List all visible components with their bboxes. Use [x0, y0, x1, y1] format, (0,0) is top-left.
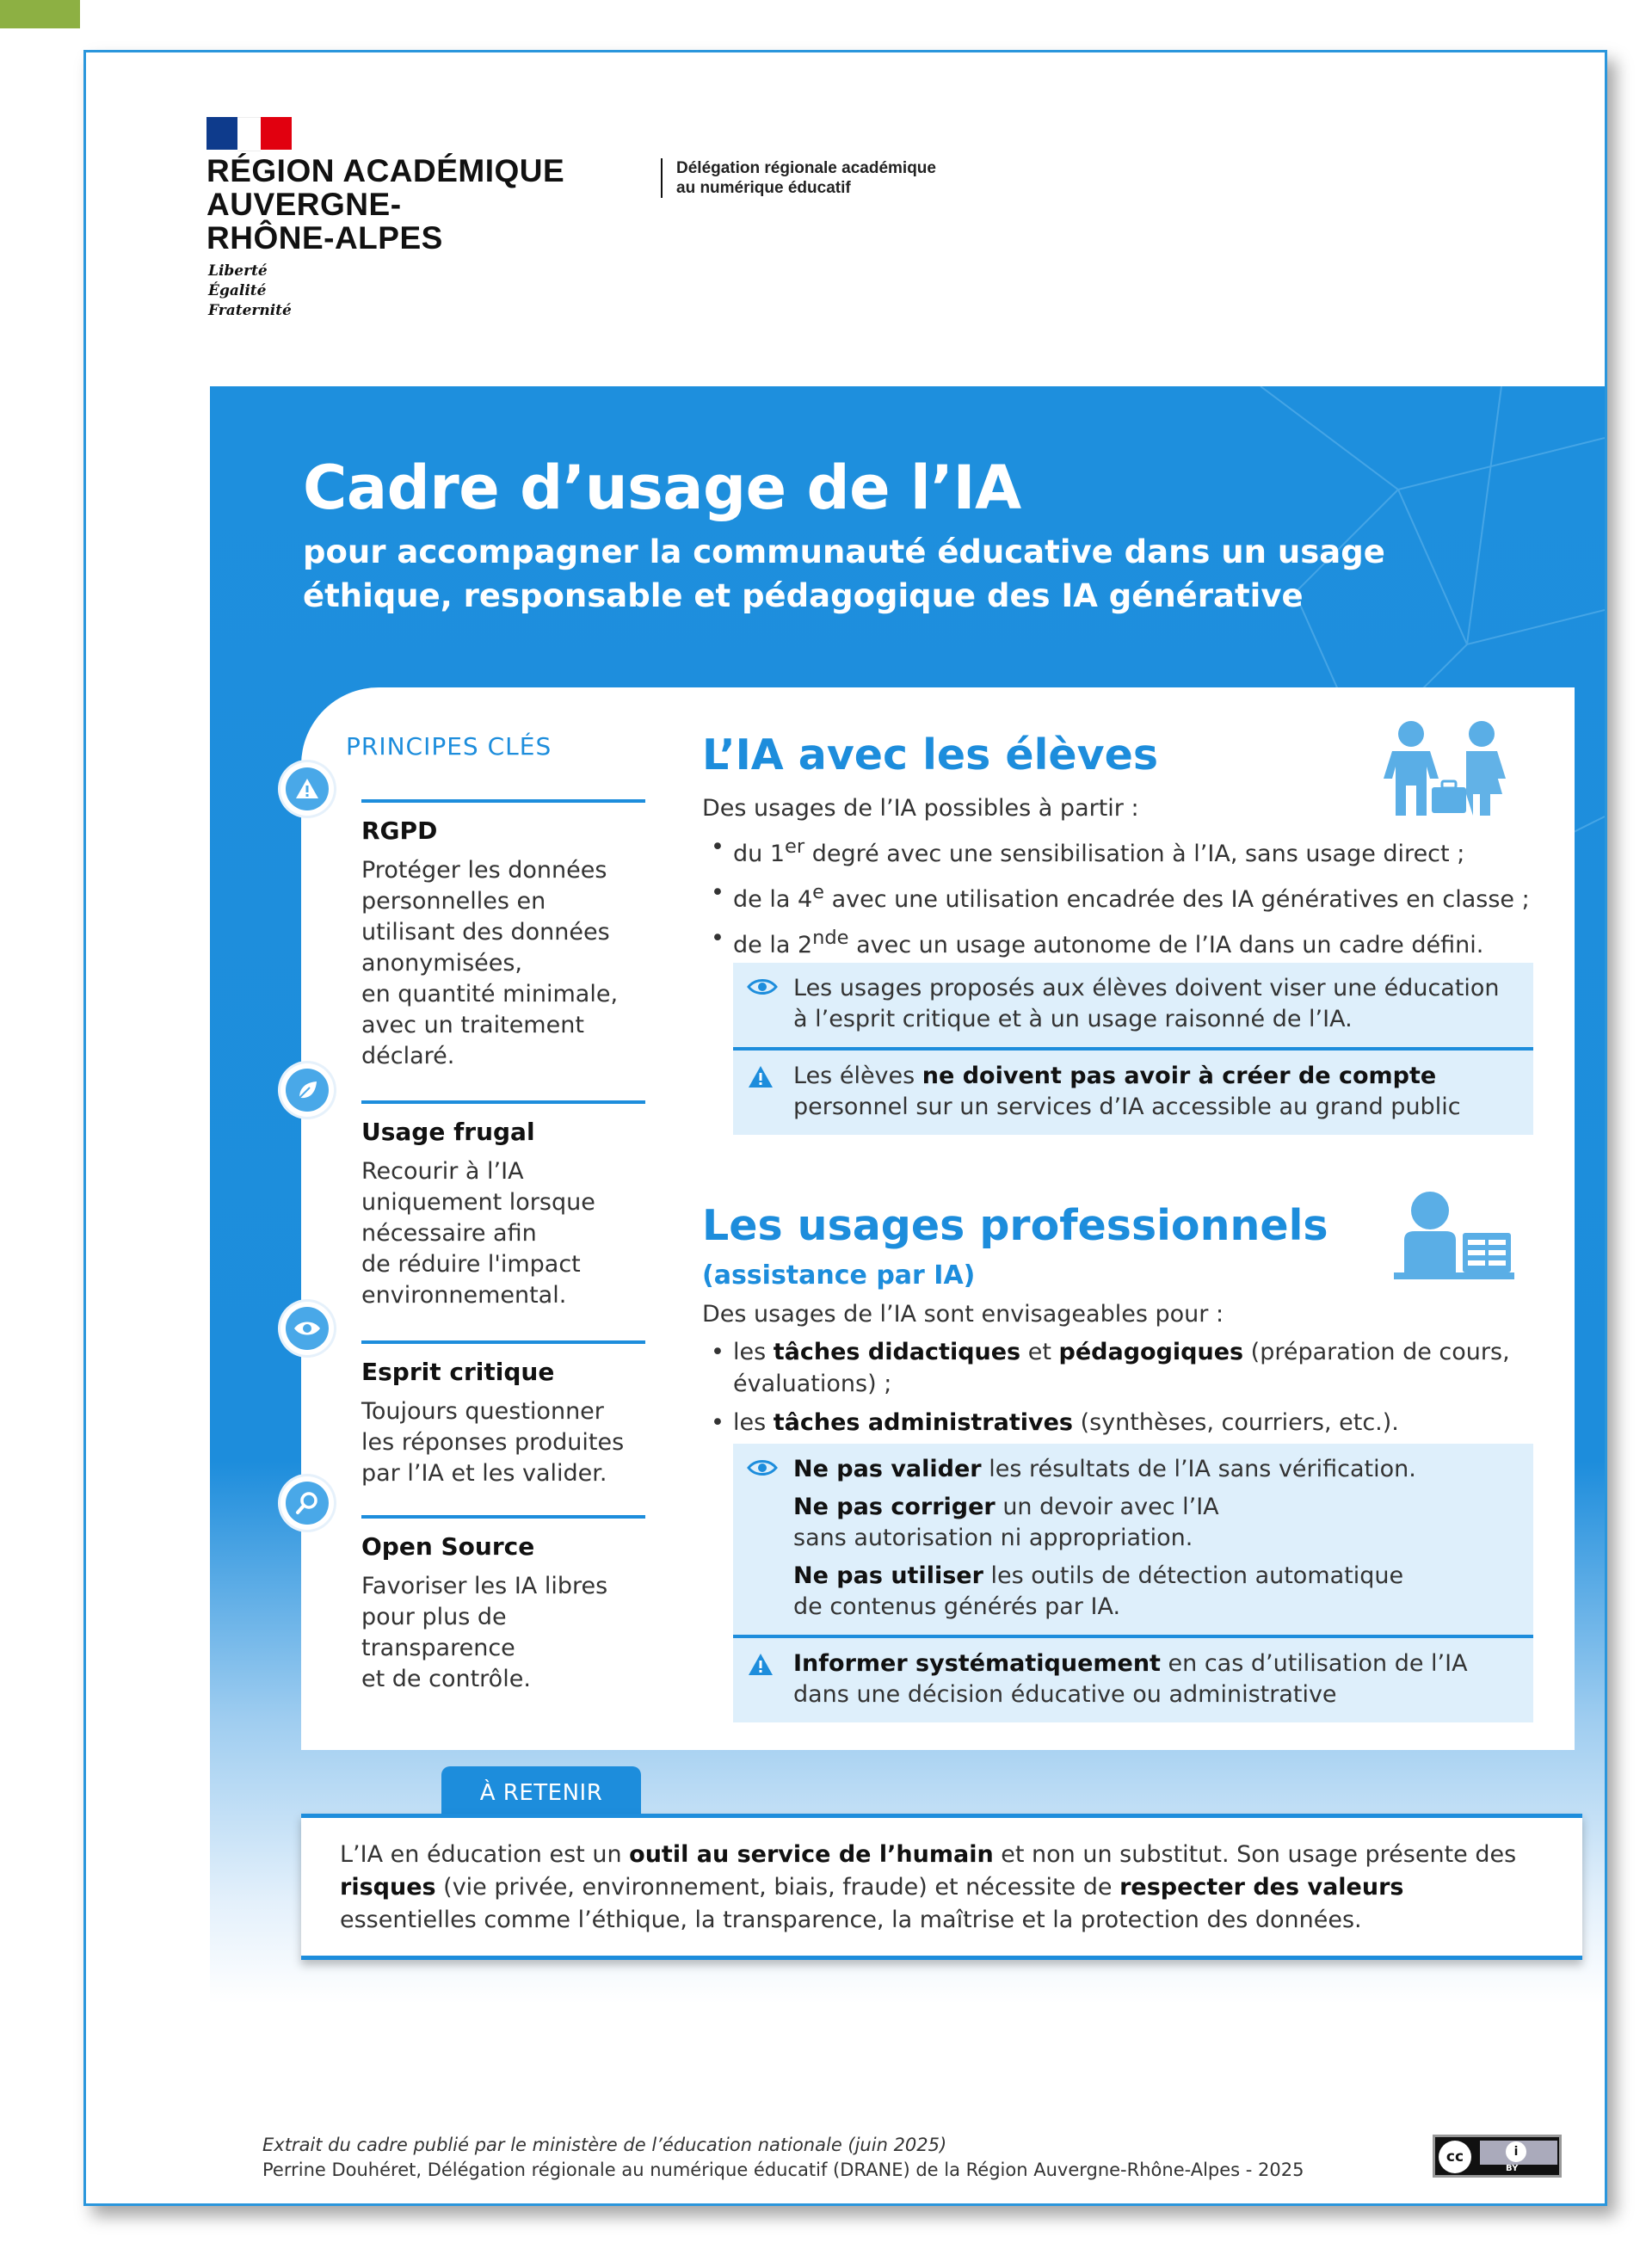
eye-note: Ne pas valider les résultats de l’IA sans vérification. Ne pas corriger un devoir avec l’IA sans autorisation ni appropriation. Ne pas utiliser les outils de détection automatique de contenus générés par IA. [733, 1444, 1533, 1635]
retenir-tab: À RETENIR [441, 1766, 641, 1818]
professional-tasks-list [707, 1336, 1533, 1445]
person-icon: i [1506, 2141, 1526, 2162]
footer-source: Extrait du cadre publié par le ministère de l’éducation nationale (juin 2025) [262, 2135, 947, 2155]
license-by-label: BY [1506, 2164, 1519, 2173]
students-intro: Des usages de l’IA possibles à partir : [702, 795, 1139, 822]
eye-icon [293, 1319, 321, 1338]
page-title: Cadre d’usage de l’IA [303, 453, 1021, 523]
magnifier-icon [294, 1490, 320, 1516]
professional-section-title: Les usages professionnels [702, 1201, 1328, 1250]
list-item: • les tâches administratives (synthèses, courriers, etc.). [707, 1407, 1533, 1439]
eye-icon [747, 1457, 778, 1478]
principles-heading: PRINCIPES CLÉS [346, 732, 552, 761]
retenir-text: L’IA en éducation est un outil au service de l’humain et non un substitut. Son usage présente des risques (vie privée, environnement, biais, fraude) et nécessite de respecter des valeurs essentielles comme l’éthique, la transparence, la maîtrise et la protection des données. [340, 1841, 1517, 1933]
list-item: • du 1er degré avec une sensibilisation à l’IA, sans usage direct ; [707, 831, 1568, 870]
principle-esprit-critique [361, 1340, 645, 1489]
republic-flag-logo [206, 117, 292, 150]
principle-pin [280, 1302, 334, 1355]
principle-desc: Toujours questionner les réponses produites par l’IA et les valider. [361, 1398, 625, 1487]
warning-note: Les élèves ne doivent pas avoir à créer de compte personnel sur un services d’IA accessible au grand public [733, 1047, 1533, 1135]
principle-name: Open Source [361, 1532, 535, 1561]
list-item: • de la 4e avec une utilisation encadrée des IA génératives en classe ; [707, 877, 1568, 915]
principle-usage-frugal [361, 1100, 645, 1311]
professional-section-subtitle: (assistance par IA) [702, 1260, 976, 1291]
region-name: RÉGION ACADÉMIQUE AUVERGNE- RHÔNE-ALPES [206, 153, 565, 256]
footer-credit: Perrine Douhéret, Délégation régionale au numérique éducatif (DRANE) de la Région Auvergne-Rhône-Alpes - 2025 [262, 2160, 1304, 2180]
retenir-box [301, 1814, 1582, 1960]
students-section-title: L’IA avec les élèves [702, 730, 1158, 779]
students-icon [1377, 717, 1523, 820]
leaf-icon [294, 1077, 320, 1103]
footer [262, 2133, 1467, 2183]
students-notes-box [733, 963, 1533, 1135]
republic-motto: Liberté Égalité Fraternité [208, 262, 292, 319]
corner-tag [0, 0, 80, 28]
teacher-desk-icon [1394, 1188, 1514, 1283]
professional-notes-box [733, 1444, 1533, 1722]
principle-pin [280, 762, 334, 816]
principle-pin [280, 1063, 334, 1117]
warning-icon [747, 1064, 774, 1090]
principle-name: Esprit critique [361, 1358, 555, 1386]
cc-by-license-badge [1433, 2135, 1562, 2178]
warning-icon [747, 1652, 774, 1678]
delegation-label: Délégation régionale académique au numérique éducatif [661, 158, 1038, 198]
principle-desc: Favoriser les IA libres pour plus de transparence et de contrôle. [361, 1573, 608, 1692]
warning-note: Informer systématiquement en cas d’utilisation de l’IA dans une décision éducative ou administrative [733, 1635, 1533, 1722]
eye-note: Les usages proposés aux élèves doivent viser une éducation à l’esprit critique et à un usage raisonné de l’IA. [733, 963, 1533, 1047]
eye-icon [747, 977, 778, 997]
cc-icon: cc [1439, 2141, 1471, 2173]
principle-name: RGPD [361, 816, 438, 845]
list-item: • les tâches didactiques et pédagogiques (préparation de cours, évaluations) ; [707, 1336, 1533, 1400]
document-page [83, 50, 1607, 2206]
principle-name: Usage frugal [361, 1118, 535, 1146]
warning-icon [294, 776, 320, 802]
list-item: • de la 2nde avec un usage autonome de l’IA dans un cadre défini. [707, 922, 1568, 961]
page-subtitle: pour accompagner la communauté éducative dans un usage éthique, responsable et pédagogique des IA générative [303, 533, 1385, 614]
principle-open-source [361, 1515, 645, 1695]
principle-pin [280, 1476, 334, 1530]
principle-desc: Protéger les données personnelles en utilisant des données anonymisées, en quantité minimale, avec un traitement déclaré. [361, 857, 619, 1069]
students-levels-list [707, 831, 1568, 968]
principle-desc: Recourir à l’IA uniquement lorsque nécessaire afin de réduire l'impact environnemental. [361, 1158, 595, 1309]
professional-intro: Des usages de l’IA sont envisageables pour : [702, 1301, 1224, 1328]
principle-rgpd [361, 799, 645, 1072]
